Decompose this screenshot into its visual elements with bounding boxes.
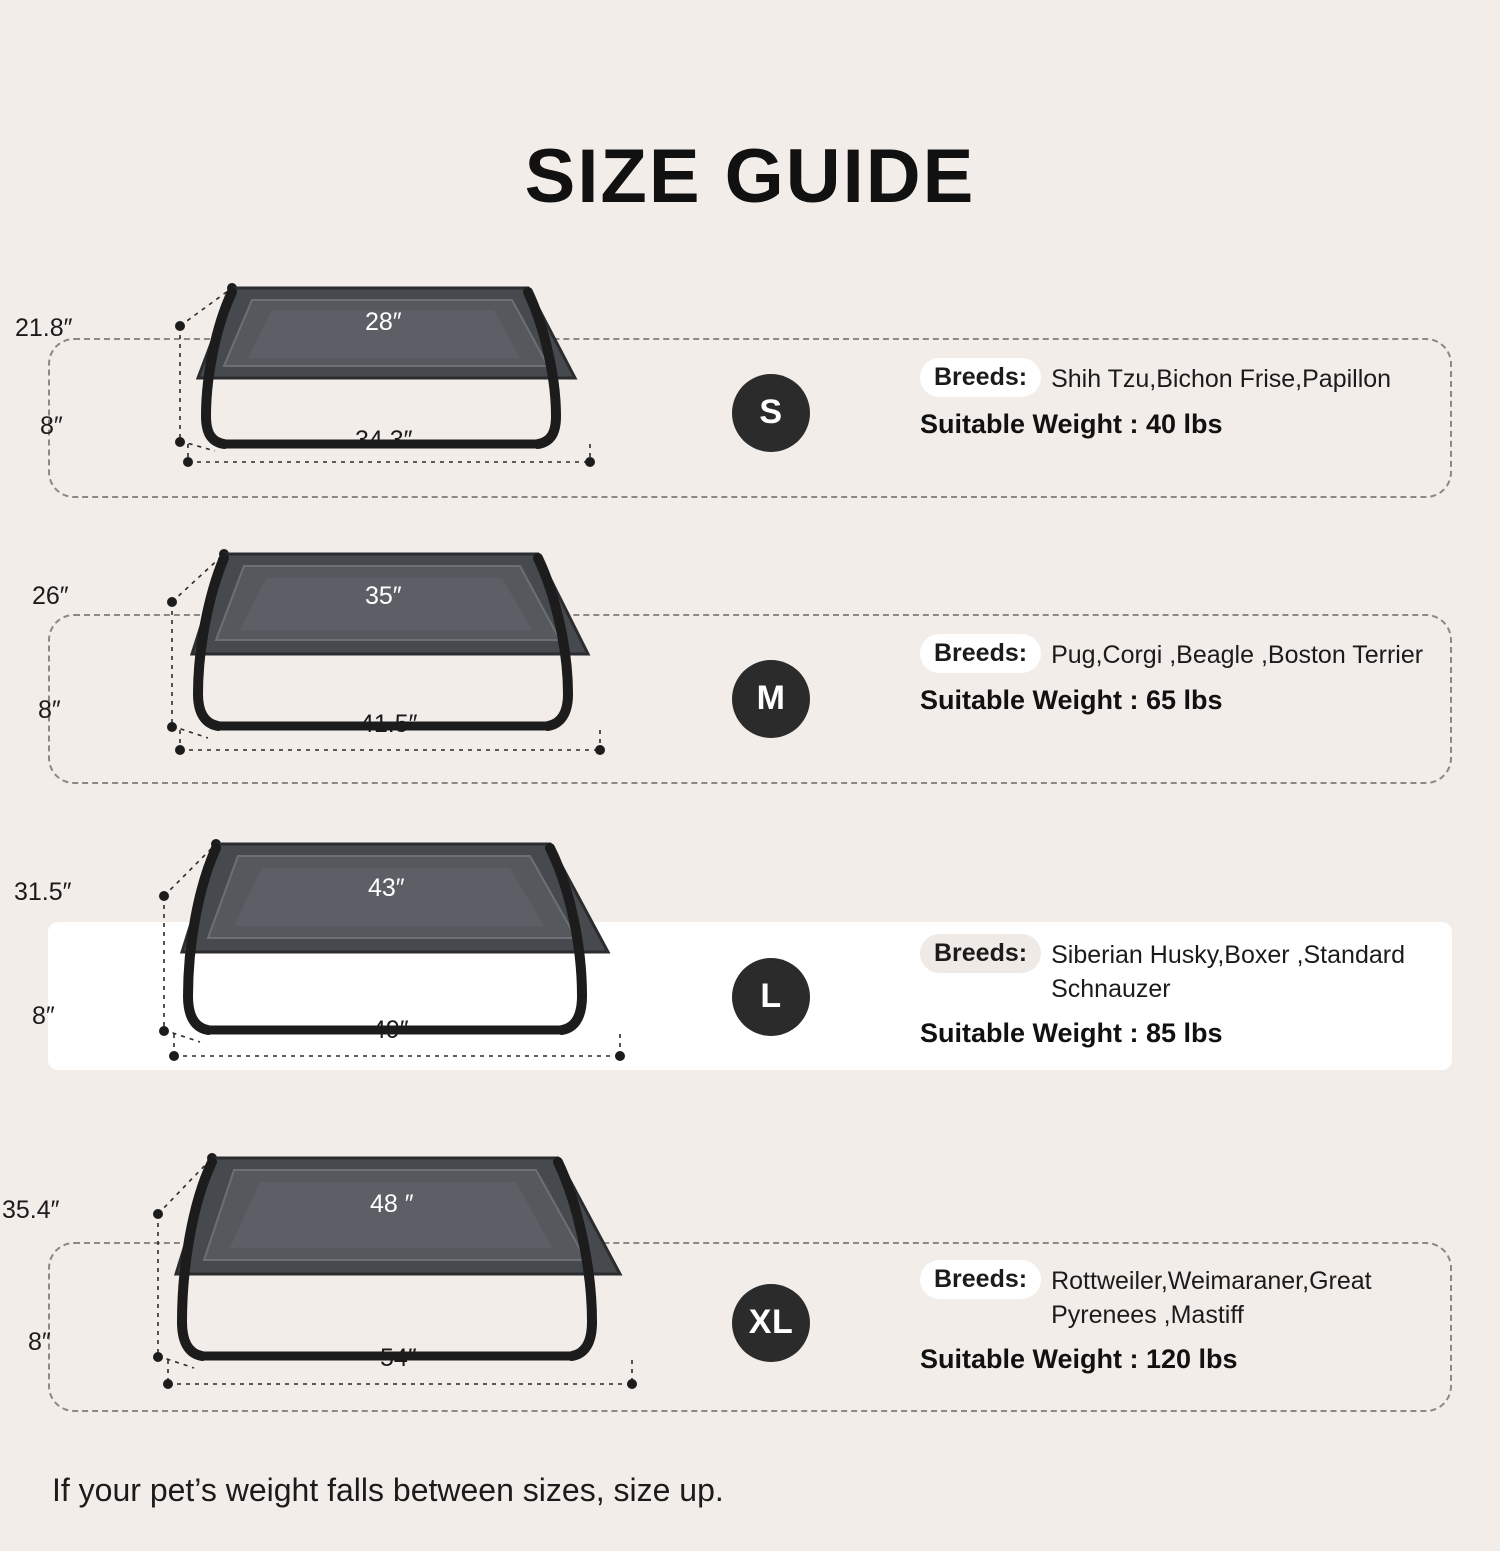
page-title: SIZE GUIDE [524, 133, 976, 219]
size-badge-xl: XL [732, 1284, 810, 1362]
breeds-value: Rottweiler,Weimaraner,Great Pyrenees ,Mastiff [1051, 1266, 1372, 1329]
weight-value: Suitable Weight : 85 lbs [920, 1018, 1223, 1049]
size-row-m [0, 524, 1500, 800]
weight-value: Suitable Weight : 65 lbs [920, 685, 1223, 716]
dimension-depth: 31.5″ [14, 877, 72, 906]
size-info-xl [920, 1260, 1450, 1376]
size-badge-s: S [732, 374, 810, 452]
dimension-width-top: 28″ [365, 307, 402, 336]
breeds-line [920, 1260, 1450, 1333]
size-badge-l: L [732, 958, 810, 1036]
dimension-depth: 26″ [32, 581, 69, 610]
dimension-width-top: 48 ″ [370, 1189, 414, 1218]
dimension-depth: 21.8″ [15, 313, 73, 342]
size-info-m [920, 634, 1450, 717]
breeds-label: Breeds: [920, 934, 1041, 974]
dimension-height: 8″ [28, 1327, 51, 1356]
breeds-line [920, 634, 1450, 674]
bed-illustration-m [32, 534, 680, 784]
weight-value: Suitable Weight : 120 lbs [920, 1344, 1238, 1375]
size-info-s [920, 358, 1450, 441]
dimension-width-top: 43″ [368, 873, 405, 902]
dimension-width-base: 49″ [372, 1015, 409, 1044]
dimension-width-top: 35″ [365, 581, 402, 610]
breeds-line [920, 934, 1450, 1007]
breeds-value: Shih Tzu,Bichon Frise,Papillon [1051, 364, 1392, 393]
dimension-width-base: 41.5″ [360, 709, 418, 738]
dimension-height: 8″ [32, 1001, 55, 1030]
breeds-line [920, 358, 1450, 398]
bed-drawing [120, 266, 680, 516]
breeds-label: Breeds: [920, 634, 1041, 674]
size-rows [0, 266, 1500, 1424]
breeds-value: Siberian Husky,Boxer ,Standard Schnauzer [1051, 940, 1405, 1003]
size-info-l [920, 934, 1450, 1050]
breeds-label: Breeds: [920, 358, 1041, 398]
breeds-label: Breeds: [920, 1260, 1041, 1300]
dimension-depth: 35.4″ [2, 1195, 60, 1224]
bed-drawing [120, 1142, 680, 1442]
size-row-xl [0, 1124, 1500, 1424]
size-row-s [0, 266, 1500, 512]
dimension-height: 8″ [40, 411, 63, 440]
size-badge-m: M [732, 660, 810, 738]
bed-illustration-l [14, 826, 680, 1076]
dimension-height: 8″ [38, 695, 61, 724]
bed-drawing [120, 534, 680, 804]
bed-drawing [120, 826, 680, 1116]
dimension-width-base: 54″ [380, 1343, 417, 1372]
size-row-l [0, 812, 1500, 1112]
bed-illustration-s [15, 266, 680, 516]
dimension-width-base: 34.3″ [355, 425, 413, 454]
breeds-value: Pug,Corgi ,Beagle ,Boston Terrier [1051, 640, 1424, 669]
footnote: If your pet’s weight falls between sizes, size up. [52, 1471, 724, 1508]
bed-illustration-xl [2, 1142, 680, 1392]
weight-value: Suitable Weight : 40 lbs [920, 409, 1223, 440]
